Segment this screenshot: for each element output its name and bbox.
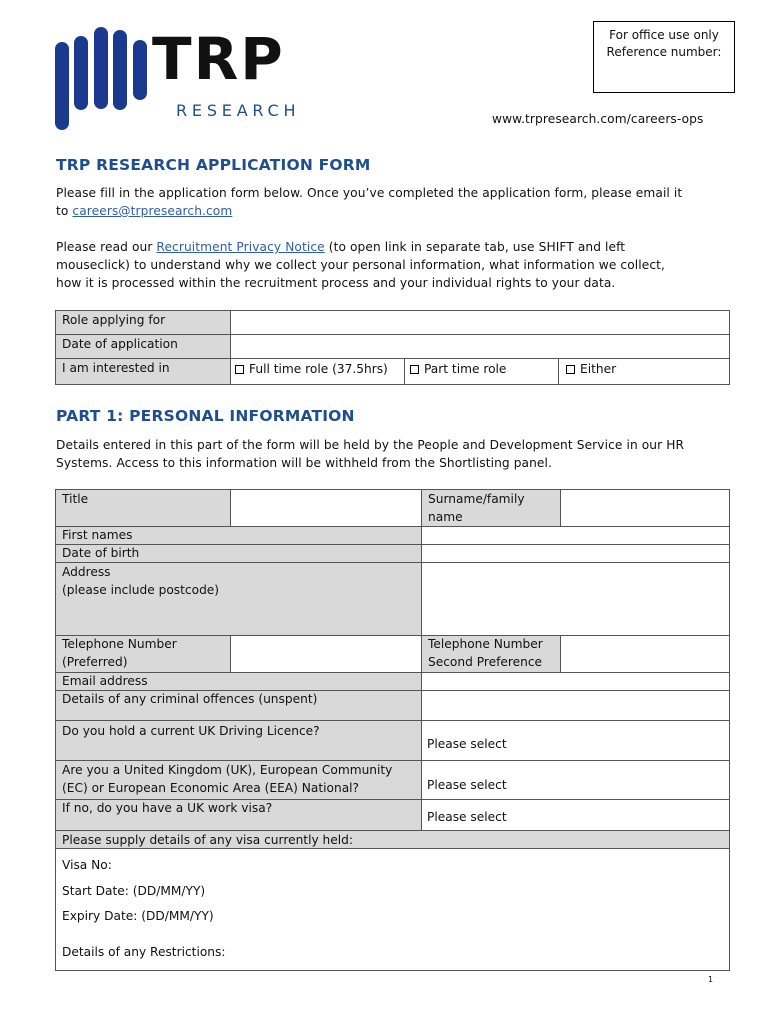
title-label: Title xyxy=(62,492,89,506)
visa-number-label[interactable]: Visa No: xyxy=(62,858,112,872)
telephone-field[interactable] xyxy=(231,636,421,672)
surname-field[interactable] xyxy=(561,490,729,526)
telephone2-field[interactable] xyxy=(561,636,729,672)
logo-bar xyxy=(113,30,127,110)
intro-line: to careers@trpresearch.com xyxy=(56,204,233,218)
interest-label: I am interested in xyxy=(62,361,170,375)
email-field[interactable] xyxy=(422,673,729,690)
visa-details-label: Please supply details of any visa currently held: xyxy=(62,833,353,847)
work-visa-select[interactable]: Please select xyxy=(427,810,507,824)
office-use-box xyxy=(593,21,735,93)
intro-line: how it is processed within the recruitment process and your individual rights to your data. xyxy=(56,276,616,290)
restrictions-label[interactable]: Details of any Restrictions: xyxy=(62,945,226,959)
visa-expiry-date-label[interactable]: Expiry Date: (DD/MM/YY) xyxy=(62,909,214,923)
part-time-option[interactable]: Part time role xyxy=(410,360,506,378)
role-applying-label: Role applying for xyxy=(62,313,166,327)
part1-title: PART 1: PERSONAL INFORMATION xyxy=(56,407,355,425)
either-option[interactable]: Either xyxy=(566,360,616,378)
reference-number-label: Reference number: xyxy=(606,45,722,59)
checkbox-icon[interactable] xyxy=(566,365,575,374)
telephone2-label: Telephone Number Second Preference xyxy=(428,637,543,669)
driving-licence-select[interactable]: Please select xyxy=(427,737,507,751)
logo-bar xyxy=(74,36,88,110)
logo-wordmark: TRP xyxy=(152,25,285,93)
form-title: TRP RESEARCH APPLICATION FORM xyxy=(56,156,371,174)
intro-paragraph xyxy=(56,184,736,292)
driving-licence-label: Do you hold a current UK Driving Licence? xyxy=(62,724,320,738)
intro-line: Please read our Recruitment Privacy Notice (to open link in separate tab, use SHIFT and left xyxy=(56,240,626,254)
checkbox-icon[interactable] xyxy=(410,365,419,374)
checkbox-icon[interactable] xyxy=(235,365,244,374)
office-use-label: For office use only xyxy=(609,28,719,42)
first-names-label: First names xyxy=(62,528,133,542)
page-number: 1 xyxy=(708,975,714,984)
criminal-offences-field[interactable] xyxy=(422,691,729,720)
telephone-label: Telephone Number (Preferred) xyxy=(62,637,177,669)
dob-label: Date of birth xyxy=(62,546,140,560)
logo-bar xyxy=(94,27,108,109)
title-field[interactable] xyxy=(231,490,421,526)
criminal-offences-label: Details of any criminal offences (unspent) xyxy=(62,692,318,706)
part1-desc-line: Details entered in this part of the form will be held by the People and Development Service in our HR xyxy=(56,438,685,452)
work-visa-label: If no, do you have a UK work visa? xyxy=(62,801,273,815)
visa-start-date-label[interactable]: Start Date: (DD/MM/YY) xyxy=(62,884,206,898)
email-label: Email address xyxy=(62,674,148,688)
dob-field[interactable] xyxy=(422,545,729,562)
website-url[interactable]: www.trpresearch.com/careers-ops xyxy=(492,112,704,126)
intro-line: Please fill in the application form below. Once you’ve completed the application form, please email it xyxy=(56,186,683,200)
careers-email-link[interactable]: careers@trpresearch.com xyxy=(72,204,233,218)
intro-line: mouseclick) to understand why we collect your personal information, what information we collect, xyxy=(56,258,666,272)
address-field[interactable] xyxy=(422,563,729,635)
logo-bar xyxy=(55,42,69,130)
date-application-label: Date of application xyxy=(62,337,178,351)
date-application-field[interactable] xyxy=(231,335,729,358)
privacy-notice-link[interactable]: Recruitment Privacy Notice xyxy=(156,240,325,254)
surname-label: Surname/family name xyxy=(428,492,525,524)
full-time-option[interactable]: Full time role (37.5hrs) xyxy=(235,360,388,378)
address-label: Address (please include postcode) xyxy=(62,565,220,597)
nationality-label: Are you a United Kingdom (UK), European Community (EC) or European Economic Area (EEA) National? xyxy=(62,763,393,795)
logo-subtitle: RESEARCH xyxy=(176,101,301,120)
first-names-field[interactable] xyxy=(422,527,729,544)
nationality-select[interactable]: Please select xyxy=(427,778,507,792)
logo-bar xyxy=(133,40,147,100)
part1-description xyxy=(56,436,684,472)
part1-desc-line: Systems. Access to this information will be withheld from the Shortlisting panel. xyxy=(56,456,552,470)
role-applying-field[interactable] xyxy=(231,311,729,334)
